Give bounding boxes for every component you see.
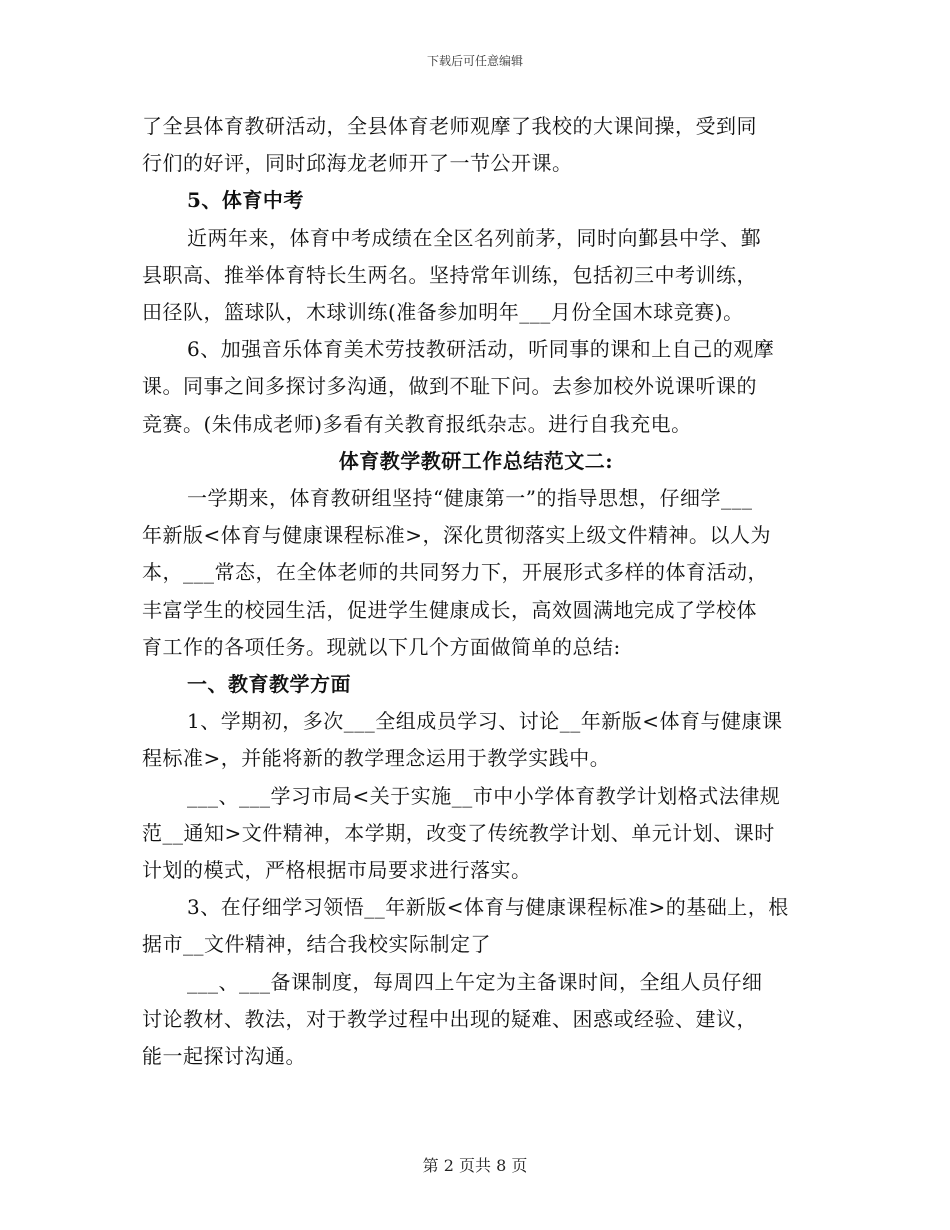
page-footer: 第 2 页共 8 页 — [422, 1156, 528, 1175]
text-line: 6、加强音乐体育美术劳技教研活动，听同事的课和上自己的观摩 — [187, 337, 775, 362]
section-heading: 5、体育中考 — [187, 188, 304, 213]
text-line: 竞赛。(朱伟成老师)多看有关教育报纸杂志。进行自我充电。 — [142, 411, 692, 436]
text-line: 能一起探讨沟通。 — [142, 1044, 306, 1069]
text-line: 3、在仔细学习领悟__年新版<体育与健康课程标准>的基础上，根 — [187, 895, 789, 920]
text-line: 计划的模式，严格根据市局要求进行落实。 — [142, 858, 532, 883]
text-line: 范__通知>文件精神，本学期，改变了传统教学计划、单元计划、课时 — [142, 820, 775, 845]
section-heading: 一、教育教学方面 — [187, 672, 351, 697]
text-line: 田径队，篮球队，木球训练(准备参加明年___月份全国木球竞赛)。 — [142, 300, 744, 325]
text-line: 年新版<体育与健康课程标准>，深化贯彻落实上级文件精神。以人为 — [142, 523, 772, 548]
text-line: 本，___常态，在全体老师的共同努力下，开展形式多样的体育活动， — [142, 560, 768, 585]
text-line: 县职高、推举体育特长生两名。坚持常年训练，包括初三中考训练， — [142, 262, 757, 287]
text-line: 近两年来，体育中考成绩在全区名列前茅，同时向鄞县中学、鄞 — [187, 225, 761, 250]
page-header: 下载后可任意编辑 — [426, 54, 523, 68]
text-line: 程标准>，并能将新的教学理念运用于教学实践中。 — [142, 746, 611, 771]
text-line: 行们的好评，同时邱海龙老师开了一节公开课。 — [142, 151, 573, 176]
text-line: 了全县体育教研活动，全县体育老师观摩了我校的大课间操，受到同 — [142, 114, 757, 138]
text-line: 1、学期初，多次___全组成员学习、讨论__年新版<体育与健康课 — [187, 709, 783, 734]
text-line: ___、___学习市局<关于实施__市中小学体育教学计划格式法律规 — [187, 783, 781, 808]
text-line: 一学期来，体育教研组坚持“健康第一”的指导思想，仔细学___ — [187, 486, 753, 511]
article-title: 体育教学教研工作总结范文二: — [338, 448, 614, 473]
text-line: 育工作的各项任务。现就以下几个方面做简单的总结: — [142, 634, 621, 659]
text-line: 课。同事之间多探讨多沟通，做到不耻下问。去参加校外说课听课的 — [142, 374, 757, 399]
text-line: 丰富学生的校园生活，促进学生健康成长，高效圆满地完成了学校体 — [142, 597, 757, 622]
text-line: 讨论教材、教法，对于教学过程中出现的疑难、困惑或经验、建议， — [142, 1006, 757, 1031]
text-line: ___、___备课制度，每周四上午定为主备课时间，全组人员仔细 — [187, 969, 763, 994]
document-body — [142, 108, 810, 1075]
text-line: 据市__文件精神，结合我校实际制定了 — [142, 932, 491, 957]
